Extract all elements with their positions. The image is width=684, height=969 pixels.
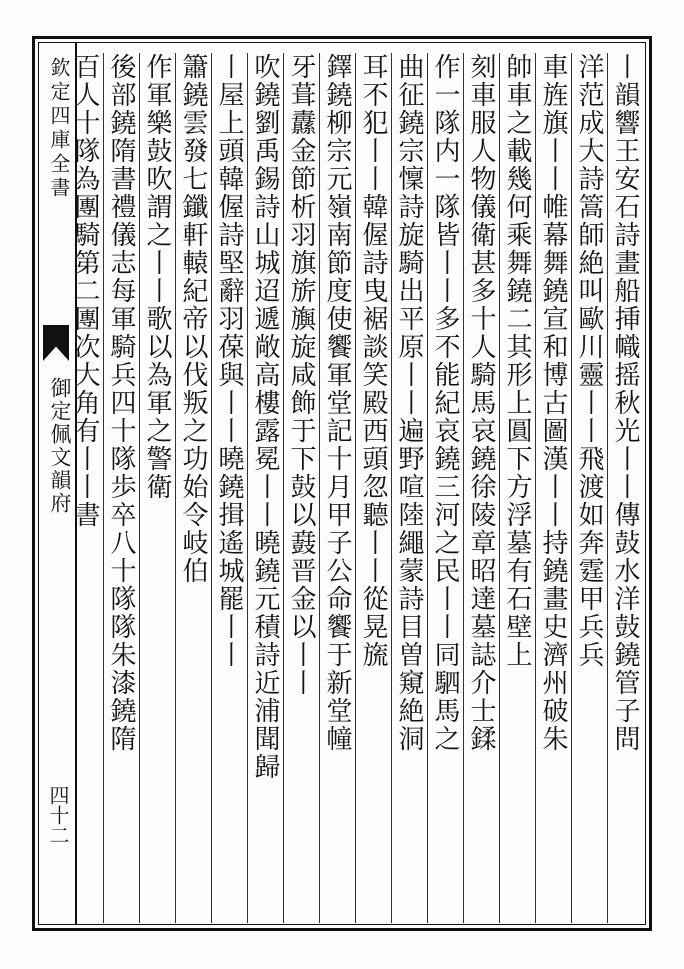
- text-column: 丨韻響王安石詩畫船挿幟摇秋光丨丨傳鼔水洋鼔鐃管子問: [607, 53, 643, 923]
- text-column: 作軍樂鼔吹謂之丨丨歌以為軍之警衛: [139, 53, 175, 923]
- text-column: 作一隊内一隊皆丨丨多不能紀哀鐃三河之民丨丨同駟馬之: [427, 53, 463, 923]
- page-frame-inner: [38, 42, 646, 925]
- page-frame: [32, 36, 652, 931]
- page-number: 四十二: [46, 785, 70, 845]
- text-column: 洋范成大詩篙師絶叫歐川靈丨丨飛渡如奔霆甲兵兵: [571, 53, 607, 923]
- text-column: 耳不犯丨丨韓偓詩曳裾談笑殿西頭忽聽丨丨從晃旒: [355, 53, 391, 923]
- text-column: 百人十隊為團騎第二團次大角有丨丨書: [70, 53, 100, 529]
- text-column: 鐸鐃柳宗元嶺南節度使饗軍堂記十月甲子公命饗于新堂幢: [319, 53, 355, 923]
- fishtail-mark: [43, 325, 69, 361]
- text-column: 後部鐃隋書禮儀志每軍騎兵四十隊歩卒八十隊隊朱漆鐃隋: [103, 53, 139, 923]
- section-title: 御定佩文韻府: [48, 377, 72, 515]
- text-column: 曲征鐃宗懍詩旋騎出平原丨丨遍野喧陸繩蒙詩目曽窺絶洞: [391, 53, 427, 923]
- text-column: 簫鐃雲發七鑯軒轅紀帝以伐叛之功始令岐伯: [175, 53, 211, 923]
- text-column: 刻車服人物儀衛甚多十人騎馬哀鐃徐陵章昭達墓誌介士鍒: [463, 53, 499, 923]
- book-title: 欽定四庫全書: [47, 57, 71, 201]
- text-column: 牙葺纛金節析羽旗旂旟旋咸飾于下鼔以鼖晋金以丨丨: [283, 53, 319, 923]
- text-column: 車旌旗丨丨帷幕舞鐃宣和博古圖漢丨丨持鐃畫史濟州破朱: [535, 53, 571, 923]
- text-column: 丨屋上頭韓偓詩堅辭羽葆與丨丨曉鐃揖遙城罷丨丨: [211, 53, 247, 923]
- text-column: 帥車之載幾何乘舞鐃二其形上圓下方浮墓有石壁上: [499, 53, 535, 923]
- text-column: 吹鐃劉禹錫詩山城迢遞敞高樓露冕丨丨曉鐃元積詩近浦聞歸: [247, 53, 283, 923]
